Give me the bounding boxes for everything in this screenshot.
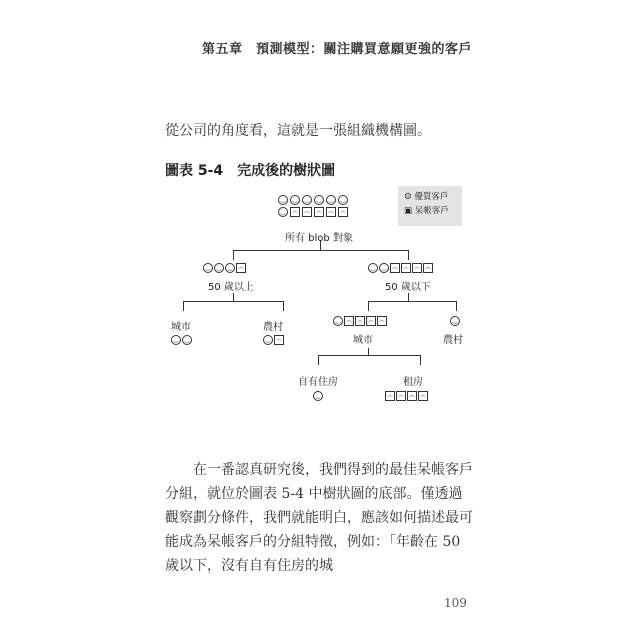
bad-customer-icon: ︵ [413,264,420,271]
decision-tree [163,183,475,418]
body-paragraph: 在一番認真研究後，我們得到的最佳呆帳客戶分組，就位於圖表 5-4 中樹狀圖的底部。僅透過觀察劃分條件，我們就能明白，應該如何描述最可能成為呆帳客戶的分組特徵，例如：「年齡在 50 歲以下，沒有自有住房的城 [165,462,473,574]
tree-connector [420,355,421,365]
bad-customer-icon: ︵ [291,208,298,215]
tree-connector [233,293,234,301]
good-customer-icon: ‿ [214,263,224,273]
good-customer-icon: ‿ [171,335,181,345]
node-own-home-label: 自有住房 [298,377,338,388]
tree-connector [408,293,409,301]
node-root-label: 所有 blob 對象 [285,233,353,244]
over50-rural-icons [263,335,284,345]
good-customer-icon: ‿ [182,335,192,345]
bad-customer-icon: ︵ [339,208,346,215]
tree-connector [368,301,456,302]
good-customer-icon: ‿ [278,195,288,205]
good-customer-icon: ‿ [263,335,273,345]
tree-connector [456,301,457,311]
bad-customer-icon: ︵ [367,317,374,324]
over50-city-icons [171,335,192,345]
good-customer-icon: ‿ [203,263,213,273]
figure-number: 圖表 5-4 [165,163,224,179]
bad-customer-icon: ︵ [402,264,409,271]
root-icon-cluster [278,195,358,217]
legend-good-label: 優質客戶 [414,192,449,202]
bad-customer-icon: ︵ [315,208,322,215]
tree-connector [233,250,234,260]
good-customer-icon: ‿ [450,316,460,326]
node-over50-label: 50 歲以上 [208,282,254,293]
figure-caption: 完成後的樹狀圖 [237,163,336,179]
bad-customer-icon: ︵ [356,317,363,324]
bad-customer-icon: ︵ [378,317,385,324]
node-under50-city-label: 城市 [353,335,373,346]
good-customer-icon: ‿ [278,207,288,217]
bad-customer-icon: ︵ [408,392,415,399]
legend-bad-label: 呆帳客戶 [414,206,449,216]
under50-rural-icons [450,316,460,326]
bad-customer-icon: ︵ [345,317,352,324]
own-home-icons [313,391,323,401]
good-customer-icon: ‿ [333,316,343,326]
bad-customer-icon: ︵ [303,208,310,215]
tree-connector [233,250,408,251]
smiley-icon: ☺ [404,192,412,202]
good-customer-icon: ‿ [368,263,378,273]
tree-connector [318,355,319,365]
good-customer-icon: ‿ [290,195,300,205]
good-customer-icon: ‿ [326,195,336,205]
bad-customer-icon: ︵ [327,208,334,215]
bad-customer-icon: ︵ [391,264,398,271]
good-customer-icon: ‿ [338,195,348,205]
intro-sentence: 從公司的角度看，這就是一張組織機構圖。 [165,123,431,139]
figure-title [165,160,335,180]
node-rent-label: 租房 [403,377,423,388]
bad-customer-icon: ︵ [237,264,244,271]
bad-customer-icon: ︵ [386,392,393,399]
bad-customer-icon: ︵ [424,264,431,271]
node-over50-rural-label: 農村 [263,322,283,333]
page-number: 109 [444,596,467,610]
tree-connector [368,348,369,355]
good-customer-icon: ‿ [379,263,389,273]
good-customer-icon: ‿ [302,195,312,205]
frown-box-icon: ▣ [404,206,413,216]
bad-customer-icon: ︵ [397,392,404,399]
bad-customer-icon: ︵ [419,392,426,399]
tree-connector [368,301,369,311]
under50-icons [368,263,433,273]
node-under50-label: 50 歲以下 [385,282,431,293]
tree-connector [283,301,284,311]
tree-connector [183,301,184,311]
good-customer-icon: ‿ [225,263,235,273]
under50-city-icons [333,316,387,326]
over50-icons [203,263,246,273]
rent-icons [385,391,428,401]
tree-connector [318,355,420,356]
node-over50-city-label: 城市 [171,322,191,333]
tree-connector [183,301,283,302]
running-head: 第五章 預測模型：關注購買意願更強的客戶 [201,42,472,57]
good-customer-icon: ‿ [313,391,323,401]
good-customer-icon: ‿ [314,195,324,205]
tree-connector [408,250,409,260]
body-text [165,458,475,578]
bad-customer-icon: ︵ [275,336,282,343]
node-under50-rural-label: 農村 [443,335,463,346]
